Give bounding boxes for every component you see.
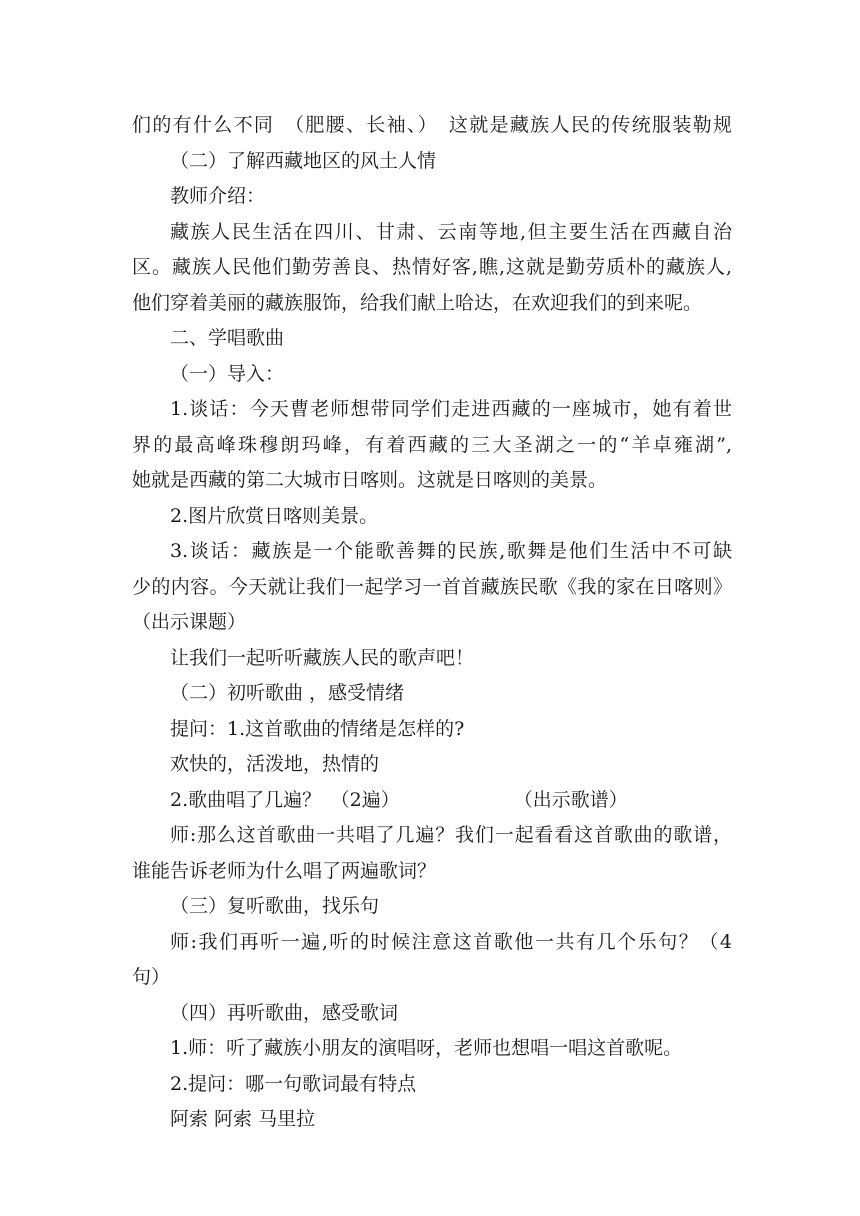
- paragraph-line: 让我们一起听听藏族人民的歌声吧！: [170, 646, 475, 669]
- document-body: [132, 108, 732, 1138]
- section-heading: （一）导入：: [170, 362, 285, 385]
- paragraph-line: 区。藏族人民他们勤劳善良、热情好客,瞧,这就是勤劳质朴的藏族人,: [132, 256, 732, 278]
- paragraph-line: 她就是西藏的第二大城市日喀则。这就是日喀则的美景。: [132, 469, 608, 491]
- paragraph-line: （出示课题）: [132, 611, 247, 633]
- section-heading: （三）复听歌曲，找乐句: [170, 895, 380, 917]
- paragraph-line: 句）: [132, 966, 171, 988]
- paragraph-line: 谁能告诉老师为什么唱了两遍歌词？: [132, 859, 437, 882]
- paragraph-line: 提问：1.这首歌曲的情绪是怎样的?: [170, 717, 465, 740]
- paragraph-line: 1.师：听了藏族小朋友的演唱呀，老师也想唱一唱这首歌呢。: [170, 1037, 683, 1059]
- section-heading: （二）初听歌曲 ，感受情绪: [170, 682, 405, 704]
- paragraph-line: 2.歌曲唱了几遍？ （2遍） （出示歌谱）: [170, 788, 628, 811]
- paragraph-line: 界的最高峰珠穆朗玛峰，有着西藏的三大圣湖之一的“羊卓雍湖”,: [132, 433, 732, 456]
- paragraph-line: 他们穿着美丽的藏族服饰，给我们献上哈达，在欢迎我们的到来呢。: [132, 291, 703, 314]
- paragraph-line: 师:那么这首歌曲一共唱了几遍？我们一起看看这首歌曲的歌谱，: [170, 824, 732, 846]
- paragraph-line: 少的内容。今天就让我们一起学习一首首藏族民歌《我的家在日喀则》: [132, 575, 732, 598]
- paragraph-line: 阿索 阿索 马里拉: [170, 1108, 316, 1130]
- paragraph-line: 教师介绍：: [170, 185, 266, 207]
- section-heading: （四）再听歌曲，感受歌词: [170, 1001, 399, 1024]
- paragraph-line: 3.谈话：藏族是一个能歌善舞的民族,歌舞是他们生活中不可缺: [170, 540, 732, 562]
- paragraph-line: 1.谈话：今天曹老师想带同学们走进西藏的一座城市，她有着世: [170, 398, 732, 420]
- paragraph-line: 藏族人民生活在四川、甘肃、云南等地,但主要生活在西藏自治: [170, 220, 732, 243]
- section-heading: 二、学唱歌曲: [170, 327, 285, 349]
- paragraph-line: 欢快的，活泼地，热情的: [170, 753, 380, 775]
- paragraph-line: 2.图片欣赏日喀则美景。: [170, 504, 379, 527]
- section-heading: （二）了解西藏地区的风土人情: [170, 149, 437, 172]
- paragraph-line: 2.提问：哪一句歌词最有特点: [170, 1072, 417, 1095]
- paragraph-line: 师:我们再听一遍,听的时候注意这首歌他一共有几个乐句？（4: [170, 930, 732, 953]
- paragraph-line: 们的有什么不同 （肥腰、长袖、） 这就是藏族人民的传统服装勒规: [132, 114, 732, 136]
